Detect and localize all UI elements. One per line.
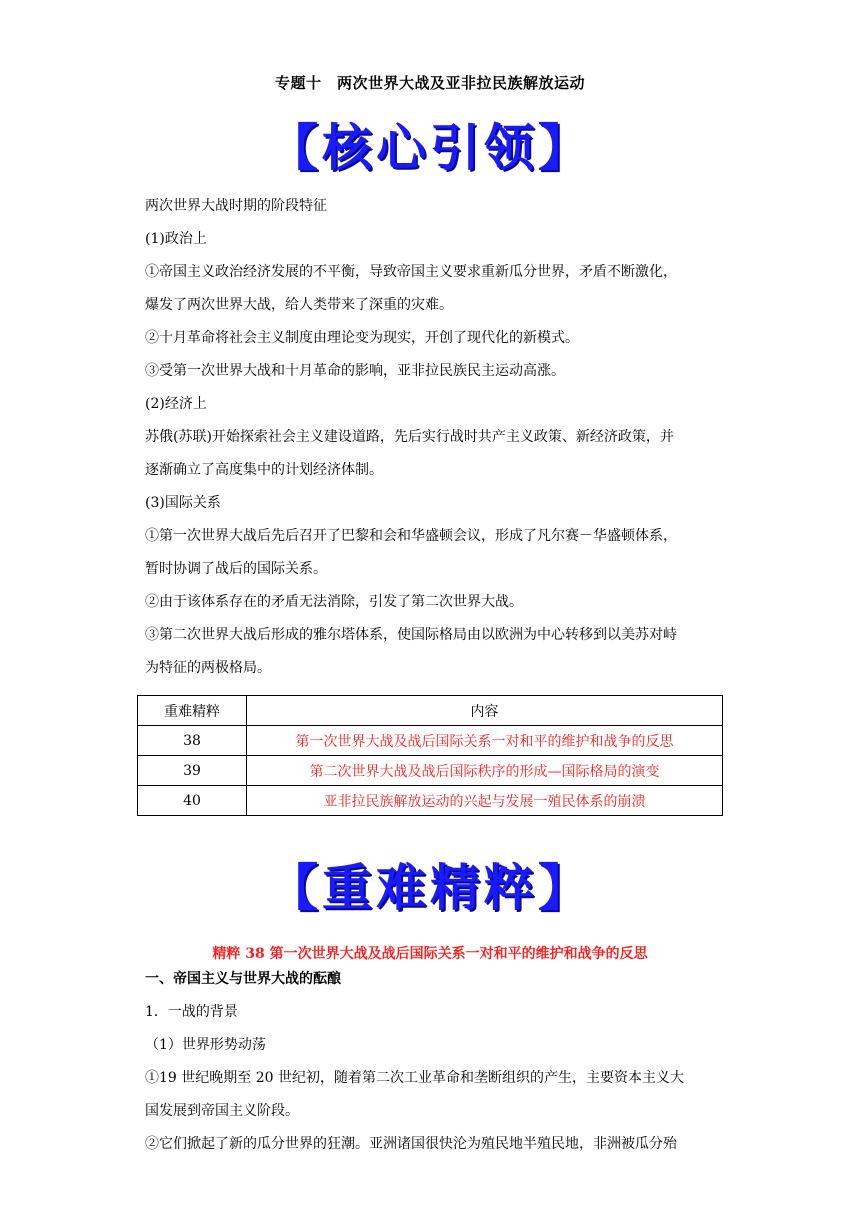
intro-line: (3)国际关系 — [145, 495, 221, 511]
intro-line: ②十月革命将社会主义制度由理论变为现实，开创了现代化的新模式。 — [145, 330, 579, 346]
section-title: 精粹 38 第一次世界大战及战后国际关系一对和平的维护和战争的反思 — [212, 946, 648, 962]
key-points-banner — [0, 848, 860, 920]
intro-line: 苏俄(苏联)开始探索社会主义建设道路，先后实行战时共产主义政策、新经济政策，并 — [145, 429, 674, 445]
intro-line: 爆发了两次世界大战，给人类带来了深重的灾难。 — [145, 297, 453, 313]
intro-line: (2)经济上 — [145, 396, 207, 412]
core-guide-banner — [0, 108, 860, 180]
table-cell-content: 第二次世界大战及战后国际秩序的形成—国际格局的演变 — [247, 756, 723, 786]
table-row — [138, 726, 723, 756]
key-points-banner-text: 【重难精粹】 — [268, 859, 592, 917]
table-cell-number: 38 — [138, 726, 247, 756]
table-cell-number: 40 — [138, 786, 247, 816]
intro-text-block — [145, 190, 730, 685]
table-cell-content: 亚非拉民族解放运动的兴起与发展一殖民体系的崩溃 — [247, 786, 723, 816]
intro-line: 暂时协调了战后的国际关系。 — [145, 561, 327, 577]
page-title: 专题十 两次世界大战及亚非拉民族解放运动 — [274, 74, 585, 92]
table-header-row — [138, 696, 723, 726]
core-guide-banner-text: 【核心引领】 — [268, 119, 592, 177]
table-row — [138, 786, 723, 816]
intro-line: 两次世界大战时期的阶段特征 — [145, 198, 327, 214]
section-line: （1）世界形势动荡 — [145, 1037, 266, 1053]
table-cell-number: 39 — [138, 756, 247, 786]
intro-line: ①帝国主义政治经济发展的不平衡，导致帝国主义要求重新瓜分世界，矛盾不断激化， — [145, 264, 677, 280]
intro-line: 为特征的两极格局。 — [145, 660, 271, 676]
intro-line: ③受第一次世界大战和十月革命的影响，亚非拉民族民主运动高涨。 — [145, 363, 565, 379]
intro-line: ③第二次世界大战后形成的雅尔塔体系，使国际格局由以欧洲为中心转移到以美苏对峙 — [145, 627, 677, 643]
section-line: ①19 世纪晚期至 20 世纪初，随着第二次工业革命和垄断组织的产生，主要资本主义大 — [145, 1070, 684, 1086]
intro-line: ①第一次世界大战后先后召开了巴黎和会和华盛顿会议，形成了凡尔赛－华盛顿体系， — [145, 528, 677, 544]
section-text-block — [145, 963, 730, 1161]
table-cell-content: 第一次世界大战及战后国际关系一对和平的维护和战争的反思 — [247, 726, 723, 756]
intro-line: (1)政治上 — [145, 231, 207, 247]
intro-line: 逐渐确立了高度集中的计划经济体制。 — [145, 462, 383, 478]
table-row — [138, 756, 723, 786]
section-line: ②它们掀起了新的瓜分世界的狂潮。亚洲诸国很快沦为殖民地半殖民地，非洲被瓜分殆 — [145, 1136, 677, 1152]
section-heading: 一、帝国主义与世界大战的酝酿 — [145, 971, 341, 987]
table-header-cell: 重难精粹 — [138, 696, 247, 726]
section-line: 国发展到帝国主义阶段。 — [145, 1103, 299, 1119]
intro-line: ②由于该体系存在的矛盾无法消除，引发了第二次世界大战。 — [145, 594, 523, 610]
section-line: 1．一战的背景 — [145, 1004, 238, 1020]
topics-table — [137, 695, 723, 816]
table-header-cell: 内容 — [247, 696, 723, 726]
